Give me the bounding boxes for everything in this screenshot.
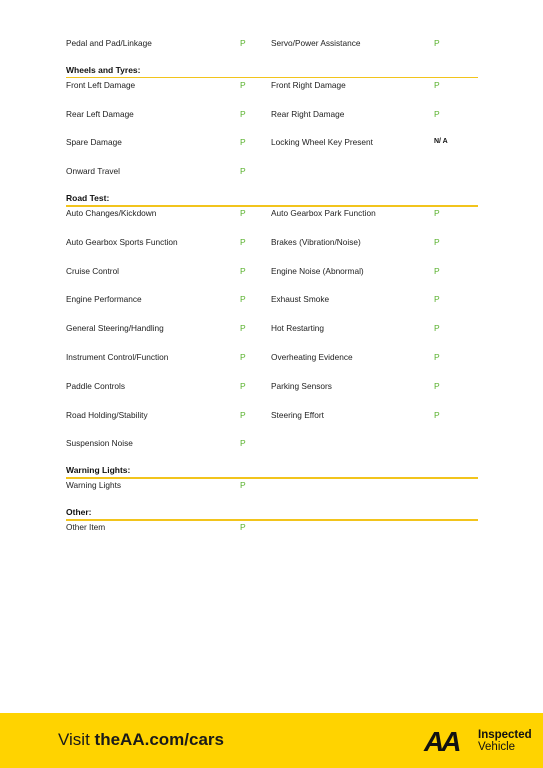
checklist-row [0, 263, 543, 279]
check-item-label: Engine Performance [66, 294, 142, 305]
pass-status: P [240, 236, 246, 247]
pass-status: P [240, 108, 246, 119]
checklist-row [0, 349, 543, 365]
check-item-label: Pedal and Pad/Linkage [66, 38, 152, 48]
section-title: Warning Lights: [66, 465, 131, 476]
pass-status: P [240, 137, 246, 148]
pass-status: P [240, 352, 246, 362]
pass-status: P [240, 38, 246, 48]
check-item-label: Auto Gearbox Park Function [271, 208, 376, 218]
aa-logo: AA [424, 726, 459, 757]
check-item-label: Onward Travel [66, 166, 120, 177]
pass-status: P [434, 294, 440, 305]
pass-status: P [434, 79, 440, 90]
check-item-label: Cruise Control [66, 265, 120, 276]
pass-status: P [434, 265, 440, 276]
pass-status: P [240, 79, 246, 90]
section-title: Other: [66, 507, 92, 517]
check-item-label: Instrument Control/Function [66, 352, 169, 362]
check-item-label: Auto Gearbox Sports Function [66, 236, 178, 247]
checklist-row [0, 77, 543, 93]
check-item-label: Parking Sensors [271, 380, 332, 391]
pass-status: P [434, 208, 440, 218]
pass-status: P [434, 236, 440, 247]
pass-status: P [434, 108, 440, 119]
section-title: Wheels and Tyres: [66, 64, 141, 75]
website-address: theAA.com/cars [94, 730, 224, 749]
check-item-label: Steering Effort [271, 409, 324, 420]
checklist-row [0, 320, 543, 336]
pass-status: P [240, 323, 246, 334]
check-item-label: Suspension Noise [66, 438, 133, 449]
checklist-row [0, 35, 543, 51]
pass-status: P [240, 438, 246, 449]
check-item-label: Road Holding/Stability [66, 409, 148, 420]
pass-status: P [240, 409, 246, 420]
checklist-row [0, 519, 543, 535]
check-item-label: Warning Lights [66, 480, 122, 491]
pass-status: P [240, 265, 246, 276]
pass-status: P [240, 294, 246, 305]
checklist-row [0, 407, 543, 423]
pass-status: P [240, 380, 246, 391]
check-item-label: Other Item [66, 522, 106, 532]
pass-status: P [434, 38, 440, 48]
not-applicable-status: N/ A [434, 138, 448, 146]
pass-status: P [434, 380, 440, 391]
check-item-label: Engine Noise (Abnormal) [271, 265, 364, 276]
inspected-vehicle-badge [478, 729, 532, 753]
vehicle-label: Vehicle [478, 741, 516, 753]
check-item-label: Paddle Controls [66, 380, 126, 391]
pass-status: P [434, 323, 440, 334]
checklist-row [0, 205, 543, 221]
inspected-label: Inspected [478, 729, 532, 741]
check-item-label: Locking Wheel Key Present [271, 137, 373, 148]
pass-status: P [240, 522, 246, 532]
check-item-label: Hot Restarting [271, 323, 325, 334]
pass-status: P [240, 208, 246, 218]
check-item-label: Front Right Damage [271, 79, 346, 90]
check-item-label: Brakes (Vibration/Noise) [271, 236, 361, 247]
checklist-row [0, 378, 543, 394]
visit-website-link[interactable] [58, 727, 224, 753]
checklist-row [0, 477, 543, 493]
check-item-label: Front Left Damage [66, 79, 136, 90]
check-item-label: Exhaust Smoke [271, 294, 330, 305]
section-title: Road Test: [66, 193, 110, 203]
check-item-label: Rear Left Damage [66, 108, 134, 119]
check-item-label: Rear Right Damage [271, 108, 345, 119]
check-item-label: Overheating Evidence [271, 352, 353, 362]
check-item-label: Spare Damage [66, 137, 122, 148]
checklist-row [0, 134, 543, 150]
checklist-row [0, 435, 543, 451]
check-item-label: Servo/Power Assistance [271, 38, 361, 48]
checklist-row [0, 106, 543, 122]
pass-status: P [434, 352, 440, 362]
footer-banner [0, 713, 543, 768]
pass-status: P [240, 480, 246, 491]
check-item-label: Auto Changes/Kickdown [66, 208, 157, 218]
checklist-row [0, 291, 543, 307]
visit-prefix: Visit [58, 730, 95, 749]
pass-status: P [434, 409, 440, 420]
checklist-row [0, 234, 543, 250]
check-item-label: General Steering/Handling [66, 323, 164, 334]
pass-status: P [240, 166, 246, 177]
checklist-row [0, 163, 543, 179]
